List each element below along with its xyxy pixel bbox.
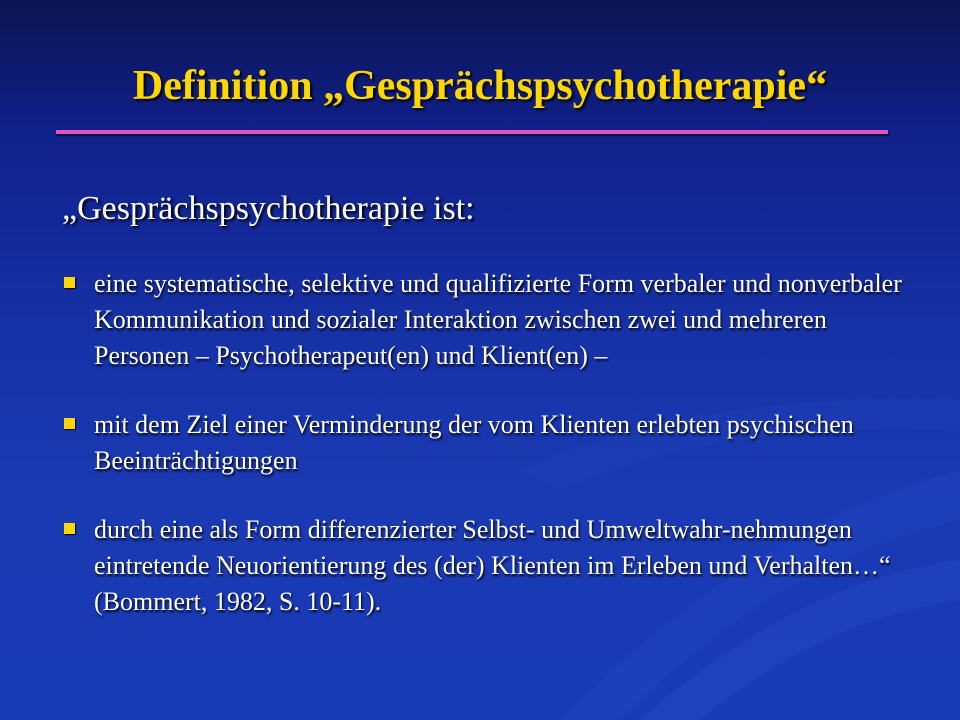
bullet-item: [62, 266, 902, 374]
bullet-text: mit dem Ziel einer Verminderung der vom Klienten erlebten psychischen Beeinträchtigungen: [94, 410, 854, 475]
bullet-item: [62, 407, 902, 479]
bullet-list: [62, 266, 902, 653]
slide-title: Definition „Gesprächspsychotherapie“: [132, 63, 828, 109]
bullet-square-icon: [64, 523, 75, 534]
bullet-item: [62, 512, 902, 620]
title-divider: [56, 130, 888, 134]
bullet-square-icon: [64, 277, 75, 288]
bullet-text: durch eine als Form differenzierter Selbst- und Umweltwahr-nehmungen eintretende Neuorientierung des (der) Klienten im Erleben und Verhalten…“ (Bommert, 1982, S. 10-11).: [94, 515, 891, 616]
bullet-square-icon: [64, 418, 75, 429]
bullet-text: eine systematische, selektive und qualifizierte Form verbaler und nonverbaler Kommunikation und sozialer Interaktion zwischen zwei und mehreren Personen – Psychotherapeut(en) und Klient(en) –: [94, 269, 902, 370]
intro-text: „Gesprächspsychotherapie ist:: [62, 190, 475, 227]
